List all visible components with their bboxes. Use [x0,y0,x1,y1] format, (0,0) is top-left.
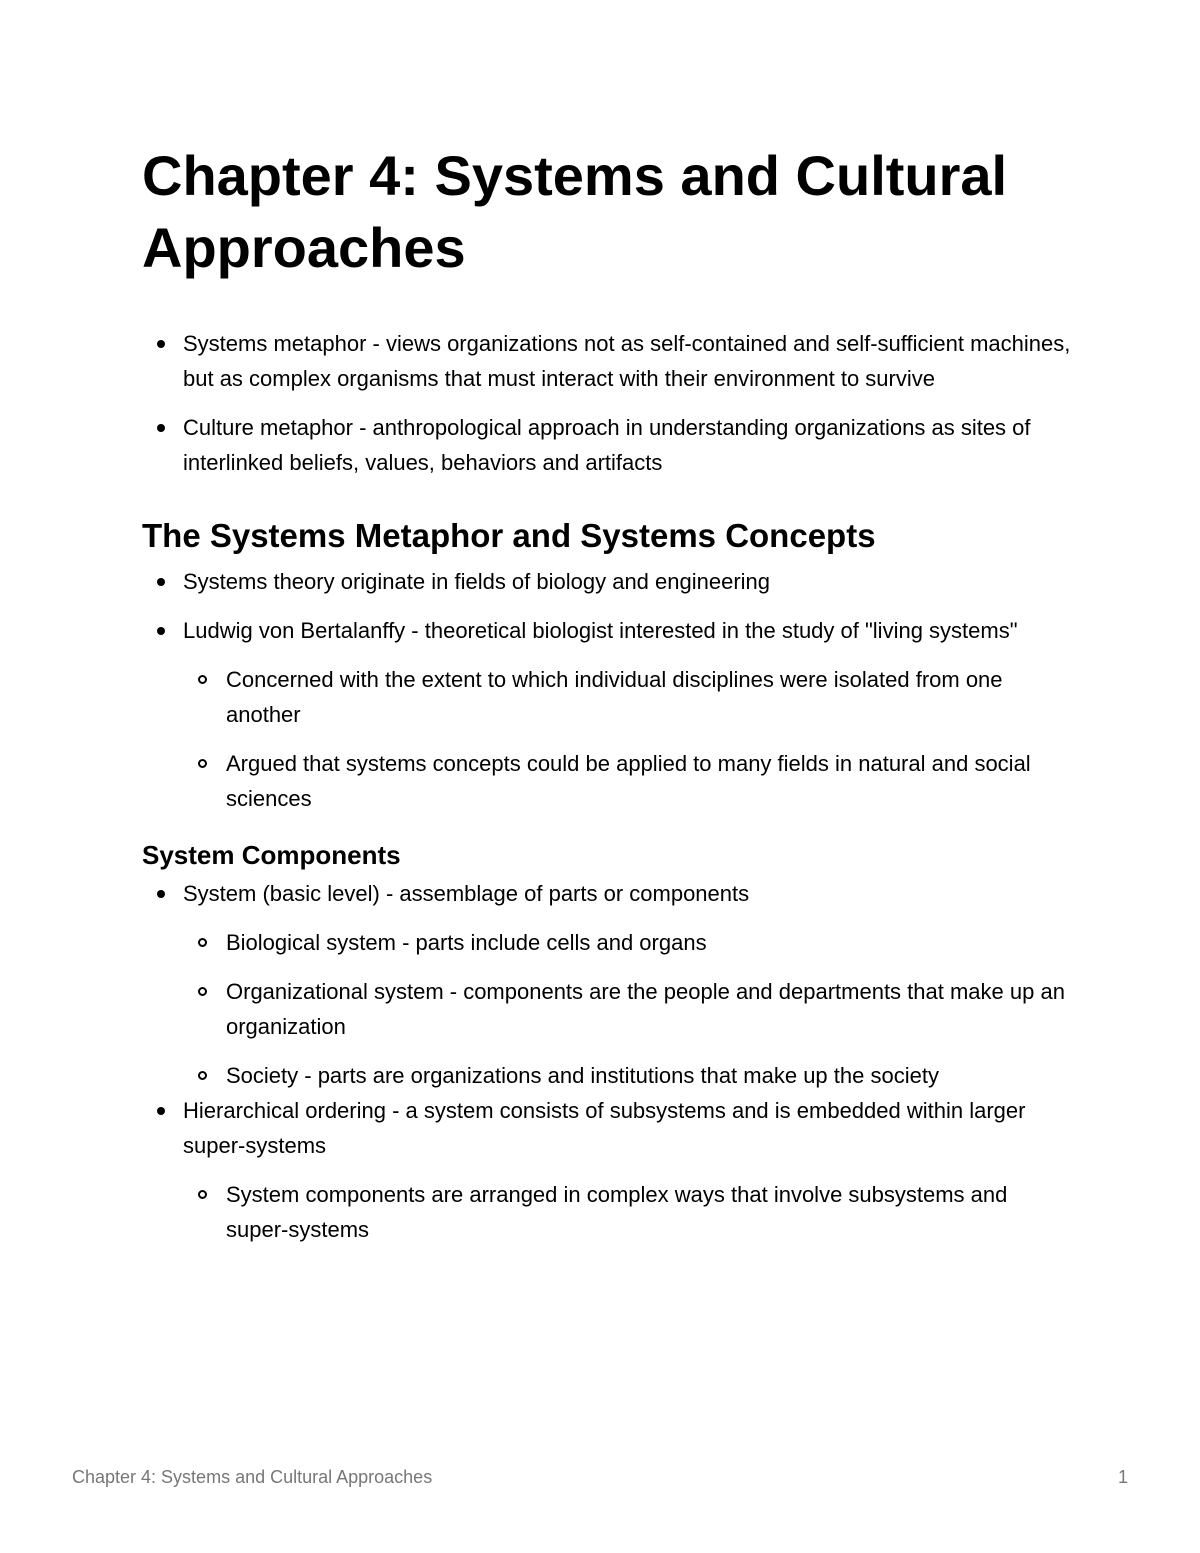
page-title: Chapter 4: Systems and Cultural Approaches [142,144,1008,279]
footer-title: Chapter 4: Systems and Cultural Approaches [72,1467,433,1487]
intro-list [142,326,1072,480]
list-item [142,613,1072,816]
section-heading-system-components: System Components [142,840,401,870]
section-heading-systems-metaphor: The Systems Metaphor and Systems Concepts [142,517,876,554]
sub-list-item: Organizational system - components are the people and departments that make up an organization [183,974,1072,1044]
page-footer [72,1464,1128,1490]
sub-list [183,925,1072,1093]
list-item-text: Ludwig von Bertalanffy - theoretical biologist interested in the study of "living systems" [183,618,1018,643]
sub-list-item: Society - parts are organizations and institutions that make up the society [183,1058,1072,1093]
list-item-text: Hierarchical ordering - a system consists of subsystems and is embedded within larger super-systems [183,1098,1026,1158]
sub-list [183,1177,1072,1247]
list-item [142,1093,1072,1247]
sub-list-item: Biological system - parts include cells and organs [183,925,1072,960]
list-item [142,876,1072,1093]
system-components-list [142,876,1072,1247]
sub-list [183,662,1072,816]
sub-list-item: System components are arranged in complex ways that involve subsystems and super-systems [183,1177,1072,1247]
page-number: 1 [1117,1467,1128,1487]
list-item: Culture metaphor - anthropological approach in understanding organizations as sites of interlinked beliefs, values, behaviors and artifacts [142,410,1072,480]
list-item: Systems theory originate in fields of biology and engineering [142,564,1072,599]
sub-list-item: Concerned with the extent to which individual disciplines were isolated from one another [183,662,1072,732]
document-body [142,140,1072,1247]
systems-metaphor-list [142,564,1072,816]
sub-list-item: Argued that systems concepts could be applied to many fields in natural and social sciences [183,746,1072,816]
list-item: Systems metaphor - views organizations not as self-contained and self-sufficient machines, but as complex organisms that must interact with their environment to survive [142,326,1072,396]
list-item-text: System (basic level) - assemblage of parts or components [183,881,750,906]
